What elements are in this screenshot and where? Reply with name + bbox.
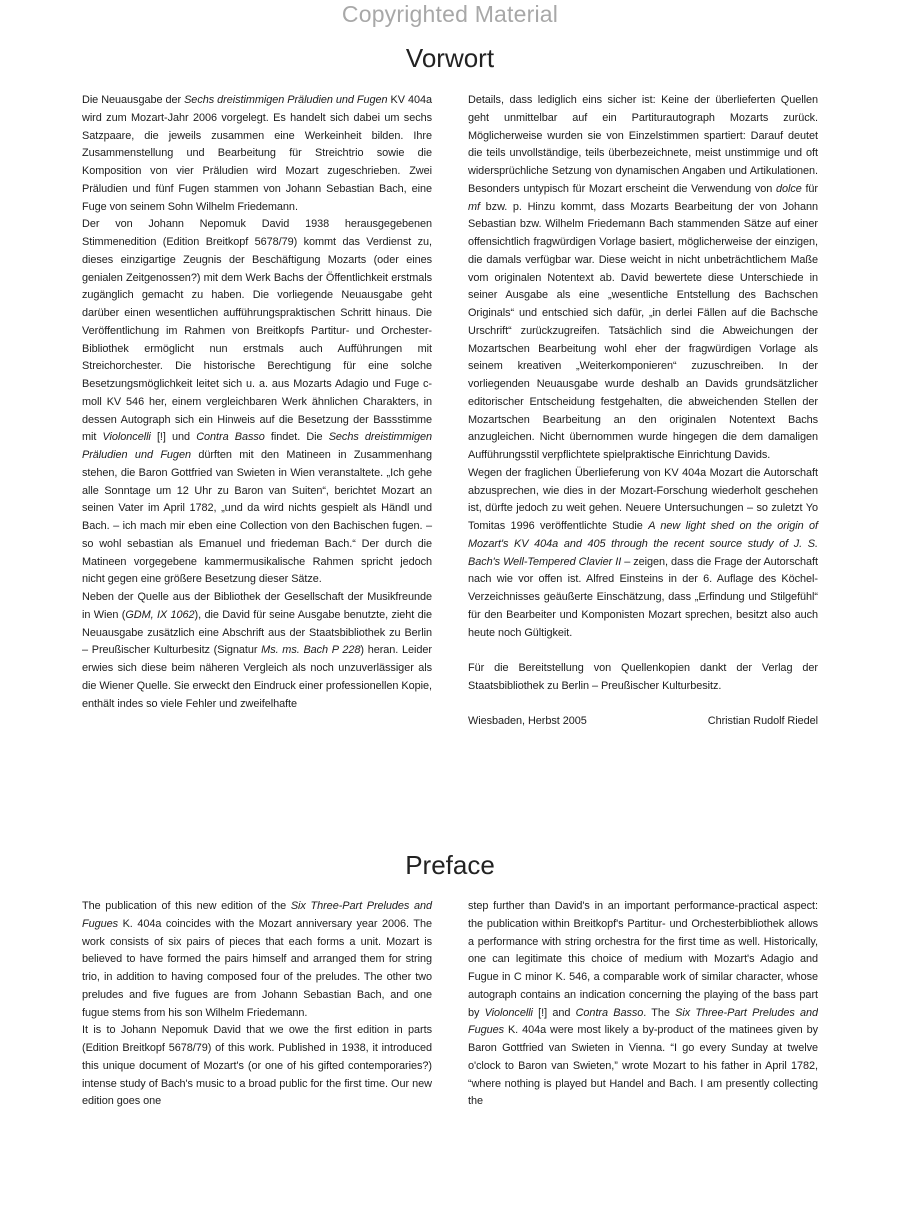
vorwort-paragraph: Die Neuausgabe der Sechs dreistimmigen Präludien und Fugen KV 404a wird zum Mozart-Jahr 2006 vorgelegt. Es handelt sich dabei um sechs Satzpaare, die jeweils zusammen eine Werkeinheit bilden. Ihre Zusammenstellung und Bearbeitung für Streichtrio sowie die Komposition von vier Präludien wird Mozart zugeschrieben. Zwei Präludien und fünf Fugen stammen von Johann Sebastian Bach, eine Fuge von seinem Sohn Wilhelm Friedemann. <box>82 94 432 213</box>
preface-paragraph: It is to Johann Nepomuk David that we owe the first edition in parts (Edition Breitkopf 5678/79) of this work. Published in 1938, it introduced this unique document of Mozart's (or one of his gifted contemporaries?) intense study of Bach's music to a broad public for the first time. Our new edition goes one <box>82 1024 432 1108</box>
vorwort-title: Vorwort <box>405 43 495 73</box>
author-name: Christian Rudolf Riedel <box>707 715 818 728</box>
preface-title: Preface <box>405 850 495 880</box>
vorwort-paragraph: Details, dass lediglich eins sicher ist: Keine der überlieferten Quellen geht unmittelbar auf ein Partiturautograph Mozarts zurück. Möglicherweise wurden sie von Einzelstimmen spartiert: Darauf deutet die teils unvollständige, teils überbezeichnete, meist unstimmige und oft widersprüchliche Setzung von dynamischen Angaben und Artikulationen. Besonders untypisch für Mozart erscheint die Verwendung von dolce für mf bzw. p. Hinzu kommt, dass Mozarts Bearbeitung der von Johann Sebastian bzw. Wilhelm Friedemann Bach stammenden Sätze auf einer offensichtlich fragwürdigen Vorlage basiert, möglicherweise der einzigen, die damals verfügbar war. Diese weicht in nicht unbeträchtlichem Maße vom originalen Notentext ab. David bewertete diese Unterschiede in seiner Ausgabe als eine „wesentliche Entstellung des Bachschen Originals“ und entschied sich dafür, „in derlei Fällen auf die Bachsche Urschrift“ zurückzugreifen. Tatsächlich sind die Abweichungen der Mozartschen Bearbeitung wohl eher der fragwürdigen Vorlage als seinem kreativen „Weiterkomponieren“ zuzuschreiben. In der vorliegenden Neuausgabe wurde deshalb an Davids grundsätzlicher editorischer Entscheidung festgehalten, die abweichenden Stellen der Mozartschen Bearbeitung an den originalen Notentext Bachs anzugleichen. Nicht übernommen wurde hingegen die dem damaligen Aufführungsstil verpflichtete spielpraktische Einrichtung Davids. <box>468 94 818 461</box>
vorwort-right-column <box>468 92 818 822</box>
vorwort-paragraph: Wegen der fraglichen Überlieferung von KV 404a Mozart die Autorschaft abzusprechen, wie dies in der Mozart-Forschung wiederholt geschehen ist, dürfte jedoch zu weit gehen. Neuere Untersuchungen – so zuletzt Yo Tomitas 1996 veröffentlichte Studie A new light shed on the origin of Mozart's KV 404a and 405 through the recent source study of J. S. Bach's Well-Tempered Clavier II – zeigen, dass die Frage der Autorschaft nach wie vor offen ist. Alfred Einsteins in der 6. Auflage des Köchel-Verzeichnisses geäußerte Einschätzung, dass „Erfindung und Stilgefühl“ für den Bearbeiter und Komponisten Mozart sprechen, besitzt also auch heute noch Gültigkeit. <box>468 466 818 639</box>
preface-body <box>82 898 818 1138</box>
vorwort-body <box>82 92 818 822</box>
preface-right-column <box>468 898 818 1138</box>
vorwort-paragraph: Neben der Quelle aus der Bibliothek der Gesellschaft der Musikfreunde in Wien (GDM, IX 1062), die David für seine Ausgabe benutzte, zieht die Neuausgabe zusätzlich eine Abschrift aus der Staatsbibliothek zu Berlin – Preußischer Kulturbesitz (Signatur Ms. ms. Bach P 228) heran. Leider erwies sich diese beim näheren Vergleich als noch unzuverlässiger als die Wiener Quelle. Sie erweckt den Eindruck einer professionellen Kopie, enthält indes so viele Fehler und zweifelhafte <box>82 591 432 710</box>
preface-paragraph: The publication of this new edition of the Six Three-Part Preludes and Fugues K. 404a coincides with the Mozart anniversary year 2006. The work consists of six pairs of pieces that each forms a unit. Mozart is believed to have formed the pairs himself and arranged them for string trio, in addition to having composed four of the preludes. The other two preludes and five fugues are from Johann Sebastian Bach, and one fugue stems from his son Wilhelm Friedemann. <box>82 900 433 1019</box>
acknowledgement: Für die Bereitstellung von Quellenkopien dankt der Verlag der Staatsbibliothek zu Berlin – Preußischer Kulturbesitz. <box>468 662 818 692</box>
preface-left-column <box>82 898 432 1138</box>
vorwort-paragraph: Der von Johann Nepomuk David 1938 herausgegebenen Stimmenedition (Edition Breitkopf 5678/79) kommt das Verdienst zu, dieses einzigartige Zeugnis der Beschäftigung Mozarts (oder eines genialen Zeitgenossen?) mit dem Werk Bachs der Öffentlichkeit erstmals zugänglich gemacht zu haben. Die vorliegende Neuausgabe geht darüber einen wesentlichen aufführungspraktischen Schritt hinaus. Die Veröffentlichung im Rahmen von Breitkopfs Partitur- und Orchester-Bibliothek ermöglicht nun erstmals auch Aufführungen mit Streichorchester. Die historische Berechtigung für eine solche Besetzungsmöglichkeit leitet sich u. a. aus Mozarts Adagio und Fuge c-moll KV 546 her, einem vergleichbaren Werk ähnlichen Charakters, in dessen Autograph sich ein Hinweis auf die Besetzung der Bassstimme mit Violoncelli [!] und Contra Basso findet. Die Sechs dreistimmigen Präludien und Fugen dürften mit den Matineen in Zusammenhang stehen, die Baron Gottfried van Swieten in Wien veranstaltete. „Ich gehe alle Sonntage um 12 Uhr zu Baron van Suiten“, berichtet Mozart an seinen Vater im April 1782, „und da wird nichts gespielt als Händl und Bach. – ich mach mir eben eine Collection von den Bachischen fugen. – so wohl sebastian als Emanuel und friedeman Bach.“ Der durch die Matineen vorgegebene kammermusikalische Rahmen spricht jedoch nicht gegen eine größere Besetzung dieser Sätze. <box>82 218 432 586</box>
place-date: Wiesbaden, Herbst 2005 <box>468 715 587 728</box>
preface-paragraph: step further than David's in an important performance-practical aspect: the publication within Breitkopf's Partitur- und Orchesterbibliothek allows a performance with string orchestra for the first time as well. Historically, one can legitimate this choice of medium with Mozart's Adagio and Fugue in C minor K. 546, a comparable work of similar character, whose autograph contains an indication concerning the playing of the bass part by Violoncelli [!] and Contra Basso. The Six Three-Part Preludes and Fugues K. 404a were most likely a by-product of the matinees given by Baron Gottfried van Swieten in Vienna. “I go every Sunday at twelve o'clock to Baron van Swieten,” wrote Mozart to his father in April 1782, “where nothing is played but Handel and Bach. I am presently collecting the <box>468 900 818 1108</box>
vorwort-left-column <box>82 92 432 822</box>
copyright-watermark: Copyrighted Material <box>341 1 559 27</box>
signature-line <box>468 713 818 731</box>
